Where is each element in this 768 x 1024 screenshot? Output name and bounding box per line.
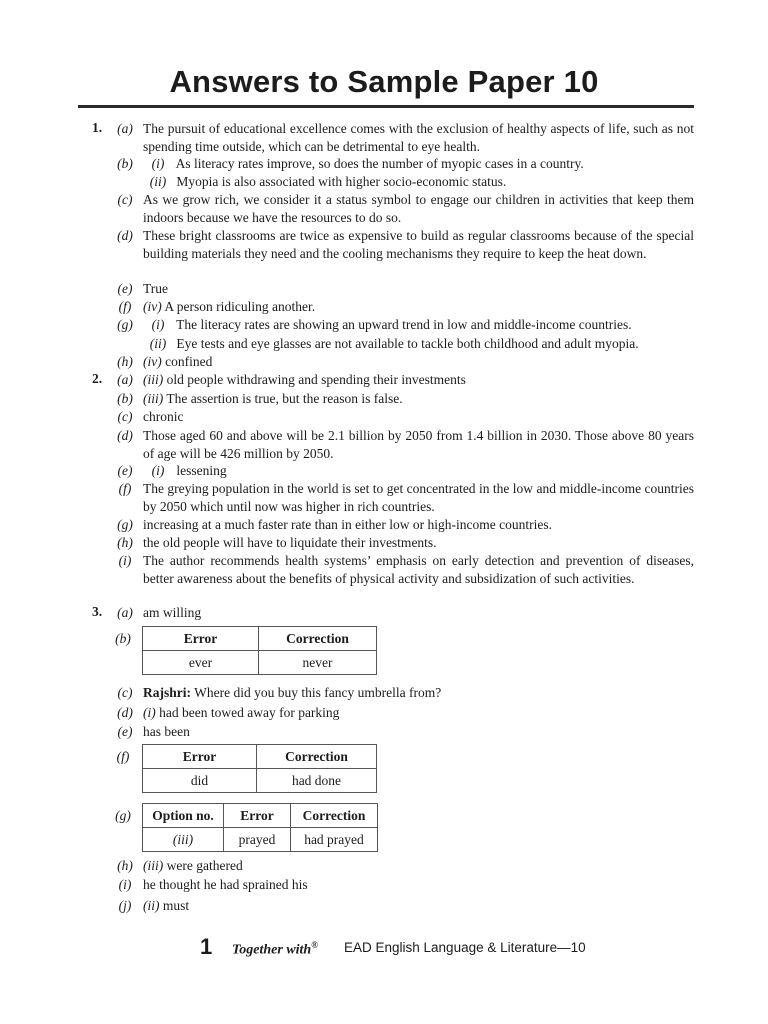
answer-text: am willing: [143, 605, 202, 620]
cell-error: prayed: [224, 828, 291, 852]
item-letter: (j): [118, 898, 132, 913]
answer-text: chronic: [143, 409, 184, 424]
cell-option-no: (iii): [143, 828, 224, 852]
page-number: 1: [200, 934, 213, 959]
item-letter: (e): [117, 724, 133, 739]
table-row: [143, 769, 377, 793]
answer-text: The pursuit of educational excellence comes with the exclusion of healthy aspects of life, such as not spending time outside, which can be detrimental to eye health.: [143, 121, 694, 154]
header-correction: Correction: [257, 745, 377, 769]
answer-text: True: [143, 281, 169, 296]
question-number-1: 1.: [92, 120, 103, 135]
item-letter: (g): [117, 317, 133, 332]
roman-numeral: (ii): [149, 174, 167, 189]
table-row: [143, 651, 377, 675]
item-letter: (g): [115, 808, 131, 823]
cell-correction: had done: [257, 769, 377, 793]
item-letter: (f): [118, 299, 132, 314]
item-letter: (h): [117, 354, 133, 369]
cell-error: did: [143, 769, 257, 793]
brand-name: Together with®: [232, 940, 318, 958]
question-number-2: 2.: [92, 371, 103, 386]
roman-numeral: (ii): [149, 336, 167, 351]
page-title: Answers to Sample Paper 10: [169, 64, 599, 99]
item-letter: (f): [116, 749, 130, 764]
item-letter: (a): [117, 605, 133, 620]
header-error: Error: [143, 745, 257, 769]
roman-numeral: (i): [151, 317, 165, 332]
item-letter: (i): [118, 553, 132, 568]
roman-numeral: (i): [151, 463, 165, 478]
roman-numeral: (i): [151, 156, 165, 171]
answer-text: These bright classrooms are twice as expensive to build as regular classrooms because of the special building materials they need and the cooling mechanisms they require to keep the heat down.: [143, 228, 694, 261]
answer-3b-table: [142, 626, 377, 675]
item-letter: (d): [117, 705, 133, 720]
table-header-row: [143, 804, 378, 828]
answer-text: As we grow rich, we consider it a status symbol to engage our children in activities that keep them indoors because we have the resources to do so.: [143, 192, 694, 225]
item-letter: (h): [117, 858, 133, 873]
answer-text: The greying population in the world is set to get concentrated in the low and middle-income countries by 2050 which until now was higher in rich countries.: [143, 481, 694, 514]
answer-text: must: [162, 898, 190, 913]
roman-numeral: (iii): [143, 391, 164, 406]
header-correction: Correction: [291, 804, 378, 828]
speaker-label: Rajshri:: [143, 685, 191, 700]
table-header-row: [143, 627, 377, 651]
item-letter: (e): [117, 463, 133, 478]
answer-text: were gathered: [166, 858, 243, 873]
item-letter: (d): [117, 228, 133, 243]
answer-text: Those aged 60 and above will be 2.1 billion by 2050 from 1.4 billion in 2030. Those above 80 years of age will be 426 million by 2050.: [143, 428, 694, 461]
answer-text: had been towed away for parking: [159, 705, 340, 720]
answer-text: Myopia is also associated with higher socio-economic status.: [176, 174, 507, 189]
table-header-row: [143, 745, 377, 769]
item-letter: (f): [118, 481, 132, 496]
item-letter: (b): [117, 156, 133, 171]
answer-text: As literacy rates improve, so does the number of myopic cases in a country.: [175, 156, 584, 171]
item-letter: (e): [117, 281, 133, 296]
roman-numeral: (ii): [143, 898, 160, 913]
answer-text: confined: [165, 354, 213, 369]
answer-text: The assertion is true, but the reason is false.: [166, 391, 403, 406]
answer-3g-table: [142, 803, 378, 852]
header-option-no: Option no.: [143, 804, 224, 828]
item-letter: (i): [118, 877, 132, 892]
book-title: EAD English Language & Literature—10: [344, 940, 586, 955]
item-letter: (a): [117, 372, 133, 387]
cell-correction: never: [259, 651, 377, 675]
item-letter: (h): [117, 535, 133, 550]
item-letter: (c): [117, 409, 133, 424]
answer-text: increasing at a much faster rate than in either low or high-income countries.: [143, 517, 552, 532]
answer-3f-table: [142, 744, 377, 793]
answer-text: Where did you buy this fancy umbrella from?: [194, 685, 442, 700]
roman-numeral: (iv): [143, 354, 162, 369]
answer-text: A person ridiculing another.: [164, 299, 316, 314]
item-letter: (c): [117, 685, 133, 700]
item-letter: (c): [117, 192, 133, 207]
answer-text: The author recommends health systems’ emphasis on early detection and prevention of diseases, better awareness about the benefits of physical activity and subsidization of such activities.: [143, 553, 694, 586]
cell-correction: had prayed: [291, 828, 378, 852]
roman-numeral: (iii): [143, 372, 164, 387]
item-letter: (d): [117, 428, 133, 443]
roman-numeral: (iii): [143, 858, 164, 873]
roman-numeral: (iv): [143, 299, 162, 314]
answer-text: The literacy rates are showing an upward trend in low and middle-income countries.: [176, 317, 632, 332]
answer-text: has been: [143, 724, 190, 739]
answer-text: Eye tests and eye glasses are not available to tackle both childhood and adult myopia.: [176, 336, 639, 351]
answer-text: the old people will have to liquidate their investments.: [143, 535, 437, 550]
answer-text: old people withdrawing and spending their investments: [166, 372, 466, 387]
answer-text: lessening: [176, 463, 227, 478]
item-letter: (a): [117, 121, 133, 136]
item-letter: (g): [117, 517, 133, 532]
title-rule: [78, 105, 694, 108]
item-letter: (b): [117, 391, 133, 406]
question-number-3: 3.: [92, 604, 103, 619]
item-letter: (b): [115, 631, 131, 646]
table-row: [143, 828, 378, 852]
answer-text: he thought he had sprained his: [143, 877, 308, 892]
registered-mark: ®: [311, 940, 318, 950]
header-error: Error: [224, 804, 291, 828]
roman-numeral: (i): [143, 705, 156, 720]
header-correction: Correction: [259, 627, 377, 651]
cell-error: ever: [143, 651, 259, 675]
header-error: Error: [143, 627, 259, 651]
